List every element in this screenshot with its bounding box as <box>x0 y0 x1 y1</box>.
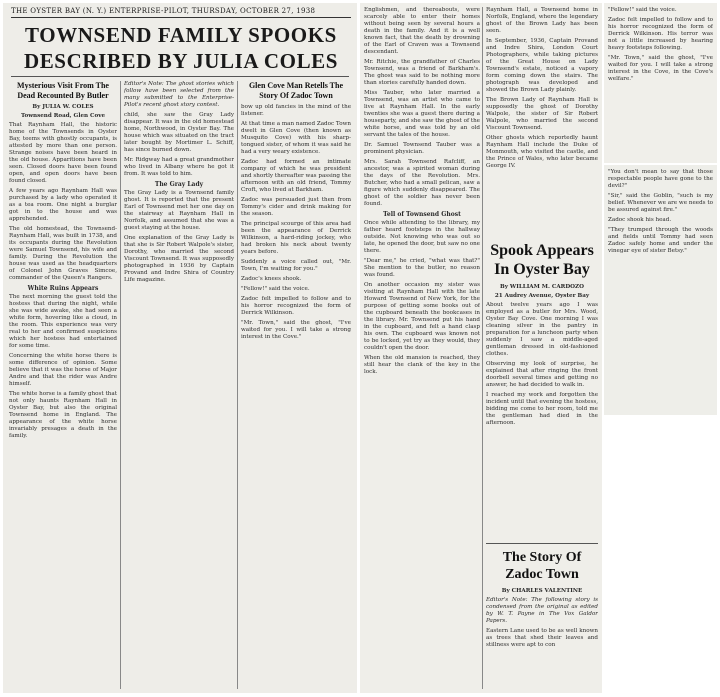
article-title: The Story Of Zadoc Town <box>502 550 582 582</box>
paragraph: The Brown Lady of Raynham Hall is supposedly the ghost of Dorothy Walpole, the sister of Sir Robert Walpole, who married the second Viscount Townsend. <box>486 97 598 131</box>
article-mysterious-visit <box>9 81 117 691</box>
paragraph: "You don't mean to say that those respectable people have gone to the devil?" <box>608 169 713 189</box>
paragraph: On another occasion my sister was visiting at Raynham Hall with the late Howard Townsend of New York, for the purpose of getting some books out of the cupboard beneath the bookcases in the library. Mr. Townsend put his hand in the cupboard, and felt a hand clasp his own. The cupboard was known not to be locked, yet try as they would, they couldn't open the door. <box>364 282 480 351</box>
dialog-line: "Mr. Town," said the ghost, "I've waited for you. I will take a strong interest in the Cove." <box>241 320 351 340</box>
byline: By JULIA W. COLES <box>32 104 94 110</box>
paragraph: Zadoc had formed an intimate company of which he was president and shortly thereafter was passing the afternoon with an old friend, Tommy Croft, who lived at Barkham. <box>241 159 351 193</box>
dialog-line: "Fellow!" said the voice. <box>241 286 310 292</box>
continuation-clipping <box>360 3 602 693</box>
paragraph: The Gray Lady is a Townsend family ghost. It is reported that the present Earl of Townsend met her one day on the stairway at Raynham Hall in Norfolk, and assumed that she was a guest staying at the house. <box>124 190 234 231</box>
article-gray-lady <box>124 81 234 691</box>
paragraph: "They trumped through the woods and fields until Tommy had seen Zadoc safely home and under the vinegar eye of sister Betsy." <box>608 227 713 254</box>
article-title: Mysterious Visit From The Dead Recounted By Butler <box>17 81 109 100</box>
section-heading: The Gray Lady <box>154 181 204 188</box>
paragraph: In September, 1936, Captain Provand and Indre Shira, London Court Photographers, while taking pictures of the Great House on Lady Townsend's estate, noticed a vapory form coming down the stairs. The photograph was developed and showed the Brown Lady plainly. <box>486 38 598 93</box>
column-divider <box>482 7 483 689</box>
paragraph: That Raynham Hall, the historic home of the Townsends in Oyster Bay, teems with ghostly occupants, is attested by more than one person. Strange noises have been heard in the old house. Apparitions have been seen. Closed doors have been found open, and open doors have been found closed. <box>9 122 117 184</box>
paragraph: Zadoc felt impelled to follow and to his horror recognized the form of Derrick Wilkinson. His terror was not a little increased by hearing heavy footsteps following. <box>608 17 713 51</box>
paragraph: The white horse is a family ghost that not only haunts Raynham Hall in Oyster Bay, but also the original Townsend home in England. The appearance of the white horse invariably presages a death in the family. <box>9 391 117 439</box>
section-heading: Tell of Townsend Ghost <box>383 211 461 218</box>
paragraph: I reached my work and forgotten the incident until that evening the hostess, bidding me come to her room, told me the gentleman had died in the afternoon. <box>486 392 598 426</box>
paragraph: bow up old fancies in the mind of the listener. <box>241 104 351 117</box>
fragment-clipping-top <box>604 3 717 163</box>
paragraph: Mr. Ridgway had a great grandmother who lived in Albany where he got it from. It was told to him. <box>124 157 234 177</box>
section-heading: White Ruins Appears <box>27 285 99 292</box>
paragraph: Englishmen, and thereabouts, were scarcely able to enter their homes without being seen by several hours a death in the family. And it is a well known fact, that the death by drowning of the Earl of Craven was a Townsend descendant. <box>364 7 480 55</box>
paragraph: "Fellow!" said the voice. <box>608 7 677 13</box>
paragraph: The next morning the guest told the hostess that during the night, while she was wide awake, she had seen a white form, hovering like a cloud, in the room. This experience was very real to her and confirmed suspicions which her hostess had entertained for some time. <box>9 294 117 349</box>
article-title: Spook Appears In Oyster Bay <box>490 242 594 278</box>
headline-line-2: DESCRIBED BY JULIA COLES <box>23 49 339 73</box>
paragraph: Zadoc was persuaded just then from Tommy's cider and drink making for the season. <box>241 197 351 217</box>
dialog-line: Suddenly a voice called out, "Mr. Town, I'm waiting for you." <box>241 259 351 272</box>
article-title: Glen Cove Man Retells The Story Of Zadoc Town <box>248 81 344 100</box>
paragraph: The principal scourge of this area had been the appearance of Derrick Wilkinson, a hard-riding jockey, who had broken his neck about twenty years before. <box>241 221 351 255</box>
paragraph: Mr. Ritchie, the grandfather of Charles Townsend, was a friend of Barkham's. The ghost was said to be nothing more than stories carefully handed down. <box>364 59 480 86</box>
byline-address: 21 Audrey Avenue, Oyster Bay <box>494 293 590 299</box>
paragraph: "Dear me," he cried, "what was that?" She mention to the butler, no reason was found. <box>364 258 480 278</box>
article-continuation-townsend <box>364 7 480 689</box>
headline-line-1: TOWNSEND FAMILY SPOOKS <box>25 23 337 47</box>
paragraph: About twelve years ago I was employed as a butler for Mrs. Wood, Oyster Bay Cove. One morning I was cleaning silver in the pantry in preparation for a luncheon party when suddenly I saw a middle-aged gentleman dressed in old-fashioned clothes. <box>486 302 598 357</box>
paragraph: child, she saw the Gray Lady disappear. It was in the old homestead home, Northwood, in Oyster Bay. The house which was situated on the tract later bought by Mortimer L. Schiff, has since burned down. <box>124 112 234 153</box>
headline-rule <box>11 76 349 77</box>
paragraph: One explanation of the Gray Lady is that she is Sir Robert Walpole's sister, Dorothy, who married the second Viscount Townsend. It was supposedly photographed in 1936 by Captain Provand and Indre Shira of Country Life magazine. <box>124 235 234 283</box>
byline: By CHARLES VALENTINE <box>501 588 583 594</box>
paragraph: "Sir," said the Goblin, "such is my belief. Whenever we are we needs to be assured against fire." <box>608 193 713 213</box>
paragraph: Observing my look of surprise, he explained that after ringing the front doorbell several times and getting no answer, he had decided to walk in. <box>486 361 598 388</box>
column-divider <box>120 81 121 689</box>
paragraph: Zadoc shook his head. <box>608 217 672 223</box>
fragment-clipping-middle <box>604 165 717 415</box>
article-rule <box>486 543 598 544</box>
article-brown-lady <box>486 7 598 237</box>
paragraph: When the old mansion is reached, they still hear the clank of the key in the lock. <box>364 355 480 375</box>
paragraph: Raynham Hall, a Townsend home in Norfolk, England, where the legendary ghost of the Brown Lady has been seen. <box>486 7 598 34</box>
byline: By WILLIAM M. CARDOZO <box>500 284 584 290</box>
byline-address: Townsend Road, Glen Cove <box>20 113 106 119</box>
dialog-line: Zadoc felt impelled to follow and to his horror recognized the form of Derrick Wilkinson. <box>241 296 351 316</box>
paragraph: "Mr. Town," said the ghost, "I've waited for you. I will take a strong interest in the Cove, in the Cove's welfare." <box>608 55 713 82</box>
paragraph: Mrs. Sarah Townsend Rafcliff, an ancestor, was a spirited woman during the days of the Revolution. Mrs. Butcher, who had a small pelican, saw a figure which suddenly disappeared. The ghost of the soldier has never been found. <box>364 159 480 207</box>
paragraph: Miss Tauber, who later married a Townsend, was an artist who came to live at Raynham Hall. In the early twenties she was a guest there during a houseparty, and she saw the ghost of the white horse, and was told by an old servant the tales of the house. <box>364 90 480 138</box>
dialog-line: Zadoc's knees shook. <box>241 276 302 282</box>
article-spook-appears <box>486 241 598 539</box>
paragraph: Eastern Lane used to be as well known as trees that shed their leaves and stillness were apt to con <box>486 628 598 648</box>
paragraph: The old homestead, the Townsend-Raynham Hall, was built in 1738, and its occupants during the Revolution were Samuel Townsend, his wife and family. During the Revolution the house was used as the headquarters of Colonel John Graves Simcoe, commander of the Queen's Rangers. <box>9 226 117 281</box>
paragraph: Concerning the white horse there is some difference of opinion. Some believe that it was the horse of Major Andre and that the rider was Andre himself. <box>9 353 117 387</box>
paragraph: Other ghosts which reportedly haunt Raynham Hall include the Duke of Monmouth, who visited the castle, and the Prince of Wales, who later became George IV. <box>486 135 598 169</box>
article-glen-cove-man <box>241 81 351 691</box>
paragraph: Once while attending to the library, my father heard footsteps in the hallway outside. Not knowing who was out so late, he opened the door, but saw no one there. <box>364 220 480 254</box>
paragraph: Dr. Samuel Townsend Tauber was a prominent physician. <box>364 142 480 155</box>
fragment-text <box>608 169 713 411</box>
fragment-text <box>608 7 713 159</box>
masthead: THE OYSTER BAY (N. Y.) ENTERPRISE-PILOT, THURSDAY, OCTOBER 27, 1938 <box>11 7 351 18</box>
editors-note: Editor's Note: The following story is condensed from the original as edited by W. T. Payne in The Vox Galdor Papers. <box>486 597 598 624</box>
editors-note: Editor's Note: The ghost stories which follow have been selected from the many submitted to the Enterprise-Pilot's recent ghost story contest. <box>124 81 234 108</box>
paragraph: At that time a man named Zadoc Town dwelt in Glen Cove (then known as Musquito Cove) with his sharp-tongued sister, of whom it was said he had a very weary existence. <box>241 121 351 155</box>
column-divider <box>237 81 238 689</box>
paragraph: A few years ago Raynham Hall was purchased by a lady who operated it as a tea room. One night a burglar got in to the house and was apprehended. <box>9 188 117 222</box>
main-article-clipping <box>3 3 357 693</box>
article-story-of-zadoc-town <box>486 549 598 689</box>
